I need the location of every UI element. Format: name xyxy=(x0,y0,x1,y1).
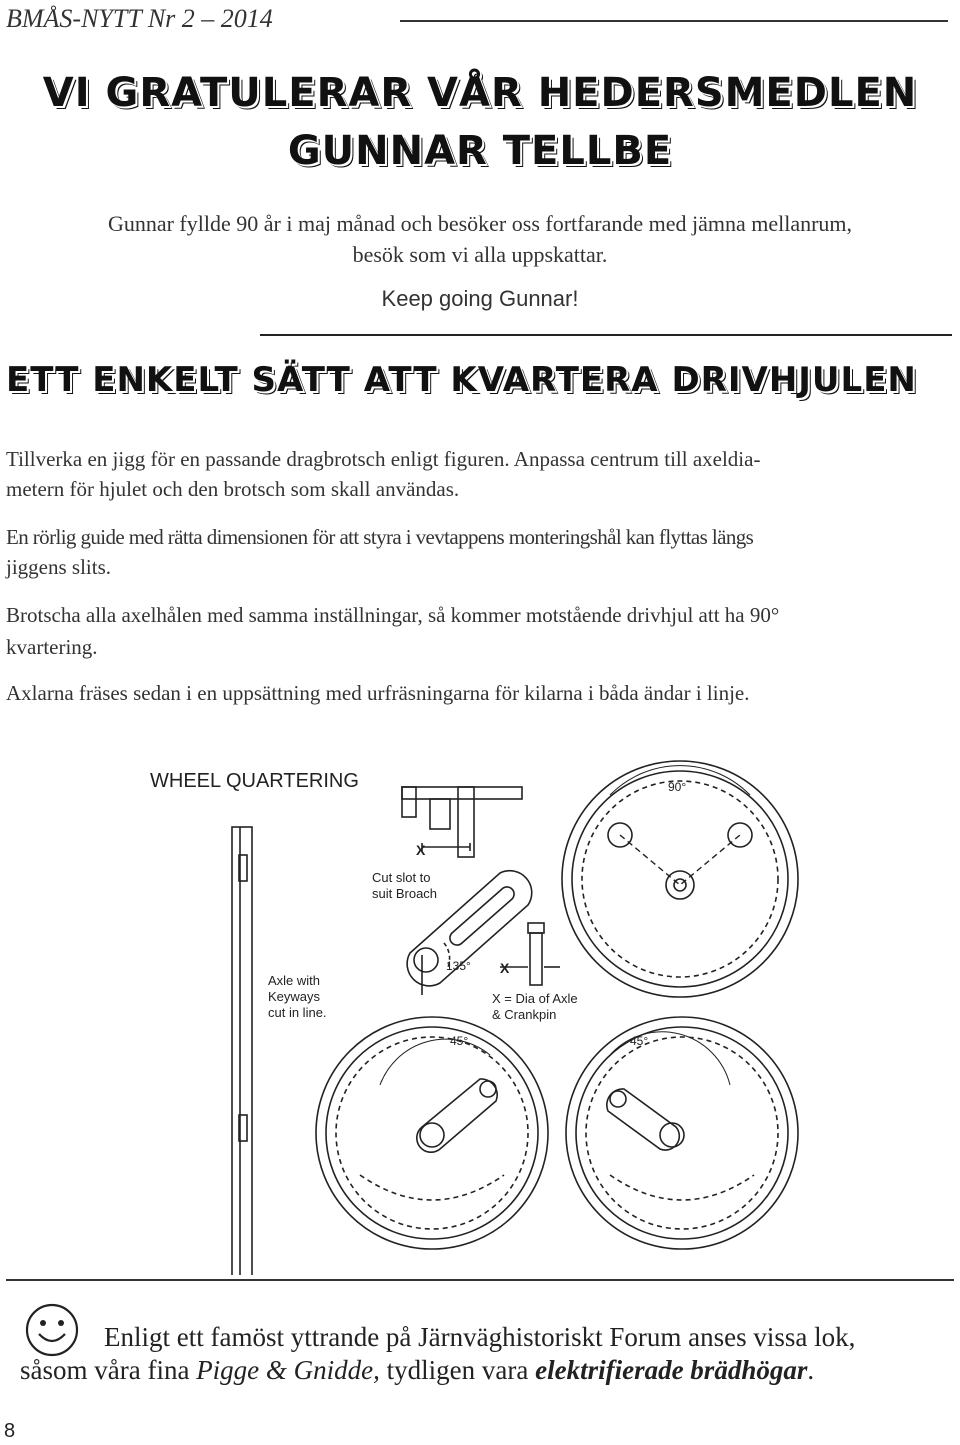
label-axle-1: Axle with xyxy=(268,973,321,988)
article2-p2-line1: En rörlig guide med rätta dimensionen för att styra i vevtappens monteringshål kan flyttas längs xyxy=(6,525,754,549)
quote-line2 xyxy=(20,1355,814,1386)
article1-body-line1: Gunnar fyllde 90 år i maj månad och besöker oss fortfarande med jämna mellanrum, xyxy=(107,211,853,236)
running-header: BMÅS-NYTT Nr 2 – 2014 xyxy=(6,4,273,33)
label-suit-broach: suit Broach xyxy=(372,886,438,901)
label-90: 90° xyxy=(668,780,687,794)
smiley-icon xyxy=(24,1302,80,1363)
quote-end: . xyxy=(807,1355,815,1385)
article1-title-line1: VI GRATULERAR VÅR HEDERSMEDLEN xyxy=(42,70,918,116)
footer-divider xyxy=(6,1279,954,1281)
wheel-45-left-drawing xyxy=(316,1017,548,1249)
label-45-right: 45° xyxy=(630,1034,649,1048)
quote-names: Pigge & Gnidde, xyxy=(196,1355,380,1385)
quote-pre: såsom våra fina xyxy=(20,1355,197,1385)
label-dia-1: X = Dia of Axle xyxy=(492,991,578,1006)
label-cut-slot: Cut slot to xyxy=(372,870,431,885)
label-axle-2: Keyways xyxy=(268,989,321,1004)
article2-title: ETT ENKELT SÄTT ATT KVARTERA DRIVHJULEN xyxy=(6,360,917,400)
article2-p1-line1: Tillverka en jigg för en passande dragbrotsch enligt figuren. Anpassa centrum till axeldia- xyxy=(6,447,761,471)
article2-p1-line2: metern för hjulet och den brotsch som skall användas. xyxy=(6,477,460,501)
article2-p3-line1: Brotscha alla axelhålen med samma inställningar, så kommer motstående drivhjul att ha 90° xyxy=(6,603,780,627)
label-x-mid: X xyxy=(500,960,510,976)
label-x-top: X xyxy=(416,842,426,858)
quote-line1: Enligt ett famöst yttrande på Järnväghistoriskt Forum anses vissa lok, xyxy=(104,1322,856,1352)
label-axle-3: cut in line. xyxy=(268,1005,327,1020)
quote-mid: tydligen vara xyxy=(379,1355,536,1385)
article2-p3-line2: kvartering. xyxy=(6,635,98,659)
label-135: 135° xyxy=(446,959,471,973)
wheel-quartering-figure xyxy=(140,755,820,1275)
article2-p2-line2: jiggens slits. xyxy=(6,555,112,579)
article1-title-line2: GUNNAR TELLBE xyxy=(287,128,673,174)
article1-signoff: Keep going Gunnar! xyxy=(381,286,579,311)
figure-title: WHEEL QUARTERING xyxy=(150,770,359,792)
page-number: 8 xyxy=(4,1420,16,1442)
article2-p4: Axlarna fräses sedan i en uppsättning med urfräsningarna för kilarna i båda ändar i linje. xyxy=(6,681,750,705)
label-45-left: 45° xyxy=(450,1034,469,1048)
wheel-45-right-drawing xyxy=(566,1017,798,1249)
article1-body-line2: besök som vi alla uppskattar. xyxy=(352,242,608,267)
quote-bold: elektrifierade brädhögar xyxy=(535,1355,808,1385)
header-rule xyxy=(400,20,948,22)
section-divider xyxy=(260,334,952,336)
wheel-90-drawing xyxy=(562,761,798,997)
label-dia-2: & Crankpin xyxy=(492,1007,557,1022)
axle-drawing xyxy=(232,827,252,1275)
